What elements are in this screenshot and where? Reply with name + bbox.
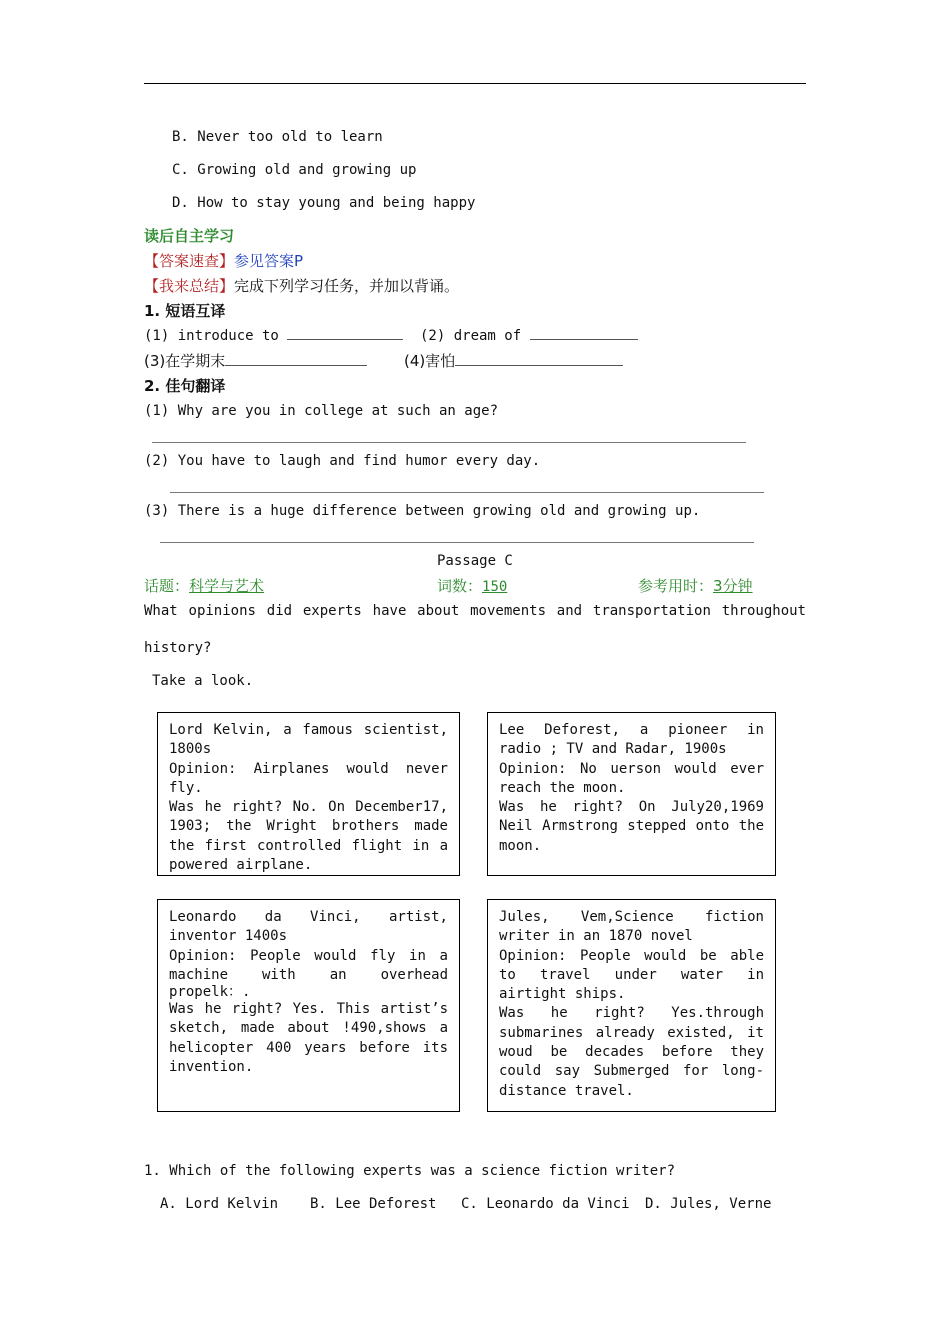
take-a-look: Take a look. <box>152 673 254 689</box>
option-d: D. How to stay young and being happy <box>172 195 476 211</box>
summary-line <box>144 277 459 295</box>
summary-bracket: 【我来总结】 <box>144 277 235 295</box>
box-lord-kelvin <box>157 712 460 876</box>
word-count-value: 150 <box>482 579 508 595</box>
kelvin-line: 1903; the Wright brothers made <box>169 818 448 835</box>
deforest-line: Was he right? On July20,1969 <box>499 799 764 816</box>
answer-check-line <box>144 252 303 270</box>
passage-title: Passage C <box>437 553 513 569</box>
kelvin-line: fly. <box>169 779 203 796</box>
kelvin-line: Opinion: Airplanes would never <box>169 760 448 777</box>
jules-line: could say Submerged for long- <box>499 1063 764 1080</box>
kelvin-line: 1800s <box>169 741 212 758</box>
jules-line: distance travel. <box>499 1082 634 1099</box>
phrase-1-text: (1) introduce to <box>144 328 279 344</box>
reading-time-value: 3分钟 <box>713 577 753 595</box>
reading-time <box>638 577 753 595</box>
davinci-line: inventor 1400s <box>169 928 288 945</box>
deforest-line: moon. <box>499 837 542 854</box>
jules-line: to travel under water in <box>499 966 764 983</box>
question-option-a[interactable]: A. Lord Kelvin <box>160 1196 279 1212</box>
topic-label: 话题： <box>144 577 190 595</box>
answer-check-text: 参见答案P <box>234 252 304 270</box>
phrase-3 <box>144 352 367 370</box>
box-lee-deforest <box>487 712 776 876</box>
kelvin-line: the first controlled flight in a <box>169 837 448 854</box>
phrase-1-blank[interactable] <box>287 327 403 340</box>
phrase-4-text: (4)害怕 <box>404 352 456 370</box>
deforest-line: Lee Deforest, a pioneer in <box>499 722 764 738</box>
sentence-2: (2) You have to laugh and find humor every day. <box>144 453 541 469</box>
phrase-3-text: (3)在学期末 <box>144 352 226 370</box>
davinci-line: Leonardo da Vinci, artist, <box>169 909 448 925</box>
jules-line: submarines already existed, it <box>499 1024 764 1041</box>
jules-line: airtight ships. <box>499 986 626 1003</box>
sentences-heading: 2. 佳句翻译 <box>144 377 226 395</box>
kelvin-line: Lord Kelvin, a famous scientist, <box>169 722 448 738</box>
phrase-2-text: (2) dream of <box>420 328 522 344</box>
word-count <box>437 577 507 596</box>
intro-line-2: history? <box>144 640 212 656</box>
phrase-3-blank[interactable] <box>225 353 367 366</box>
word-count-label: 词数： <box>437 577 483 595</box>
davinci-line: invention. <box>169 1059 254 1076</box>
phrase-4 <box>404 352 623 370</box>
davinci-line: helicopter 400 years before its <box>169 1039 448 1056</box>
sentence-1: (1) Why are you in college at such an age? <box>144 403 499 419</box>
jules-line: Opinion: People would be able <box>499 947 764 964</box>
deforest-line: Opinion: No uerson would ever <box>499 760 764 777</box>
answer-check-bracket: 【答案速查】 <box>144 252 235 270</box>
phrase-2-blank[interactable] <box>530 327 638 340</box>
sentence-3: (3) There is a huge difference between growing old and growing up. <box>144 503 701 519</box>
deforest-line: reach the moon. <box>499 779 626 796</box>
davinci-line: Opinion: People would fly in a <box>169 947 448 964</box>
davinci-line: propelk：. <box>169 984 251 1001</box>
answer-line-3[interactable] <box>160 542 754 543</box>
phrases-heading: 1. 短语互译 <box>144 302 226 320</box>
reading-time-label: 参考用时： <box>638 577 714 595</box>
section-title: 读后自主学习 <box>144 227 235 245</box>
question-option-b[interactable]: B. Lee Deforest <box>310 1196 437 1212</box>
summary-text: 完成下列学习任务，并加以背诵。 <box>234 277 460 295</box>
option-c: C. Growing old and growing up <box>172 162 417 178</box>
kelvin-line: Was he right? No. On December17, <box>169 799 448 816</box>
question-stem: 1. Which of the following experts was a science fiction writer? <box>144 1163 676 1179</box>
phrase-2 <box>420 327 638 345</box>
phrase-1 <box>144 327 403 345</box>
davinci-line: sketch, made about !490,shows a <box>169 1020 448 1037</box>
header-rule <box>144 83 806 84</box>
question-option-c[interactable]: C. Leonardo da Vinci <box>461 1196 630 1212</box>
box-jules-verne <box>487 899 776 1112</box>
deforest-line: radio ; TV and Radar, 1900s <box>499 741 727 758</box>
jules-line: writer in an 1870 novel <box>499 928 693 945</box>
answer-line-1[interactable] <box>152 442 746 443</box>
intro-line-1: What opinions did experts have about movements and transportation throughout <box>144 603 806 619</box>
davinci-line: machine with an overhead <box>169 966 448 983</box>
topic <box>144 577 264 595</box>
topic-value: 科学与艺术 <box>189 577 265 595</box>
question-option-d[interactable]: D. Jules, Verne <box>645 1196 772 1212</box>
option-b: B. Never too old to learn <box>172 129 383 145</box>
jules-line: Jules, Vem,Science fiction <box>499 909 764 925</box>
answer-line-2[interactable] <box>170 492 764 493</box>
kelvin-line: powered airplane. <box>169 857 313 874</box>
deforest-line: Neil Armstrong stepped onto the <box>499 818 764 835</box>
phrase-4-blank[interactable] <box>455 353 623 366</box>
box-leonardo-da-vinci <box>157 899 460 1112</box>
jules-line: Was he right? Yes.through <box>499 1005 764 1022</box>
davinci-line: Was he right? Yes. This artist’s <box>169 1001 448 1018</box>
jules-line: woud be decades before they <box>499 1044 764 1061</box>
